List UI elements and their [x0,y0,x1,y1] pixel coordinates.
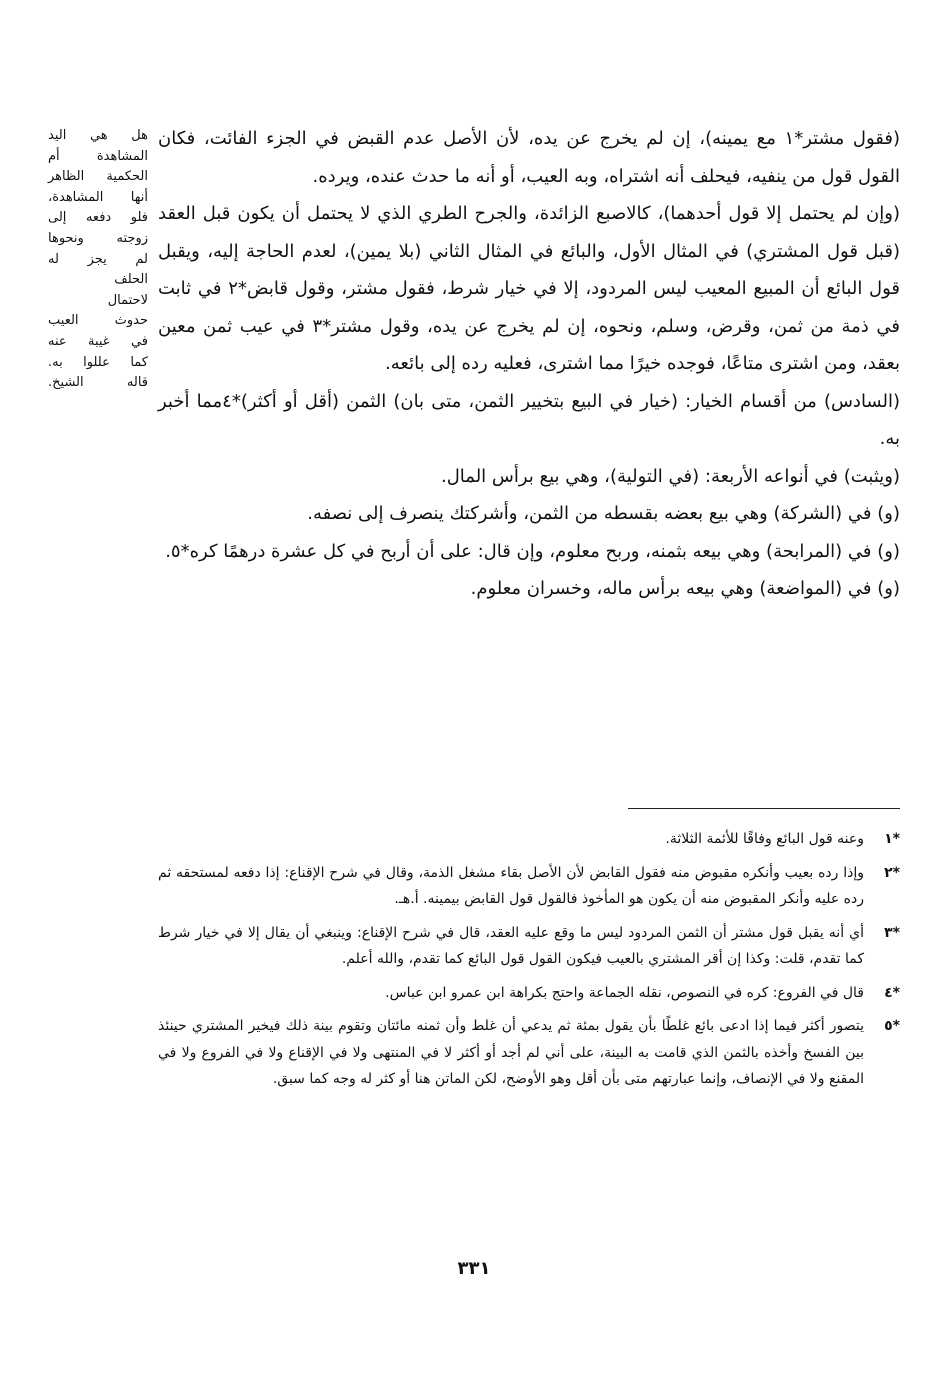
footnote-number: *٥ [884,1018,900,1034]
footnote-5 [158,1013,900,1093]
margin-note-line: هل هي اليد [48,128,148,143]
footnote-text: يتصور أكثر فيما إذا ادعى بائع غلطًا بأن يقول بمئة ثم يدعي أن غلط وأن ثمنه مائتان وتقوم بينة ذلك فيخير المشتري حينئذ بين الفسخ وأخذه بالثمن الذي قامت به البينة، على أني لم أجد أو أكثر لا في المنتهى ولا في الإقناع ولا في الفروع ولا في المقنع ولا في الإنصاف، وإنما عبارتهم متى بأن أقل وهو الأوضح، لكن الماتن هنا أو كثر له وجه كما سبق. [158,1018,864,1087]
footnote-text: وإذا رده بعيب وأنكره مقبوض منه فقول القابض لأن الأصل بقاء مشغل الذمة، وقال في شرح الإقناع: إذا دفعه لمستحقه ثم رده عليه وأنكر المقبوض منه أن يكون هو المأخوذ فالقول قول القابض بيمينه. أ.هـ. [158,864,864,907]
paragraph-6: (و) في (المرابحة) وهي بيعه بثمنه، وربح معلوم، وإن قال: على أن أربح في كل عشرة درهمًا كره*٥. [165,540,900,562]
footnote-3 [158,920,900,973]
main-text [158,120,900,608]
margin-note-line: قاله الشيخ. [48,375,148,391]
footnotes [158,826,900,1100]
margin-note-line: المشاهدة أم [48,148,148,164]
footnote-4 [158,980,900,1007]
footnote-number: *٣ [884,924,900,941]
margin-note-line: الحكمية الظاهر [48,169,148,185]
margin-note-line: فلو دفعه إلى [48,210,148,226]
margin-note-line: لاحتمال [107,292,148,308]
margin-note-line: في غيبة عنه [48,333,148,349]
margin-note [48,126,148,394]
footnote-number: *٤ [884,984,900,1001]
footnote-number: *٢ [884,864,900,881]
margin-note-line: لم يجز له [48,251,148,267]
page-number: ٣٣١ [457,1258,491,1279]
margin-note-line: كما عللوا به. [48,354,148,370]
footnote-text: قال في الفروع: كره في النصوص، نقله الجماعة واحتج بكراهة ابن عمرو ابن عباس. [385,984,864,1001]
paragraph-7: (و) في (المواضعة) وهي بيعه برأس ماله، وخسران معلوم. [470,578,900,599]
paragraph-4: (ويثبت) في أنواعه الأربعة: (في التولية)، وهي بيع برأس المال. [441,465,900,487]
paragraph-2: (وإن لم يحتمل إلا قول أحدهما)، كالاصبع الزائدة، والجرح الطري الذي لا يحتمل أن يكون قبل العقد (قبل قول المشتري) في المثال الأول، والبائع في المثال الثاني (بلا يمين)، لعدم الحاجة إليه، ويقبل قول البائع أن المبيع المعيب ليس المردود، إلا في خيار شرط، فقول مشتر، وقول قابض*٢ في ثابت في ذمة من ثمن، وقرض، وسلم، ونحوه، إن لم يخرج عن يده، وقول مشتر*٣ في عيب ثمن معين بعقد، ومن اشترى متاعًا، فوجده خيرًا مما اشترى، فعليه رده إلى بائعه. [158,203,900,374]
footnote-2 [158,860,900,913]
paragraph-3: (السادس) من أقسام الخيار: (خيار في البيع بتخيير الثمن، متى بان) الثمن (أقل أو أكثر)*٤مما أخبر به. [158,390,900,449]
footnote-1 [158,826,900,853]
margin-note-line: حدوث العيب [48,313,148,329]
footnote-text: وعنه قول البائع وفاقًا للأئمة الثلاثة. [665,831,864,847]
margin-note-line: زوجته ونحوها [48,230,148,246]
paragraph-1: (فقول مشتر*١ مع يمينه)، إن لم يخرج عن يده، لأن الأصل عدم القبض في الجزء الفائت، فكان القول قول من ينفيه، فيحلف أنه اشتراه، وبه العيب، أو أنه ما حدث عنده، ويرده. [158,128,900,187]
margin-note-line: الحلف [114,272,148,288]
footnote-text: أي أنه يقبل قول مشتر أن الثمن المردود ليس ما وقع عليه العقد، قال في شرح الإقناع: وينبغي أن يقال إلا في خيار شرط كما تقدم، قلت: وكذا إن أقر المشتري بالعيب فيكون القول قول البائع كما تقدم، والله أعلم. [158,924,864,967]
footnote-separator [628,808,900,809]
footnote-number: *١ [884,831,900,847]
paragraph-5: (و) في (الشركة) وهي بيع بعضه بقسطه من الثمن، وأشركتك ينصرف إلى نصفه. [307,503,900,524]
margin-note-line: أنها المشاهدة، [48,189,148,205]
